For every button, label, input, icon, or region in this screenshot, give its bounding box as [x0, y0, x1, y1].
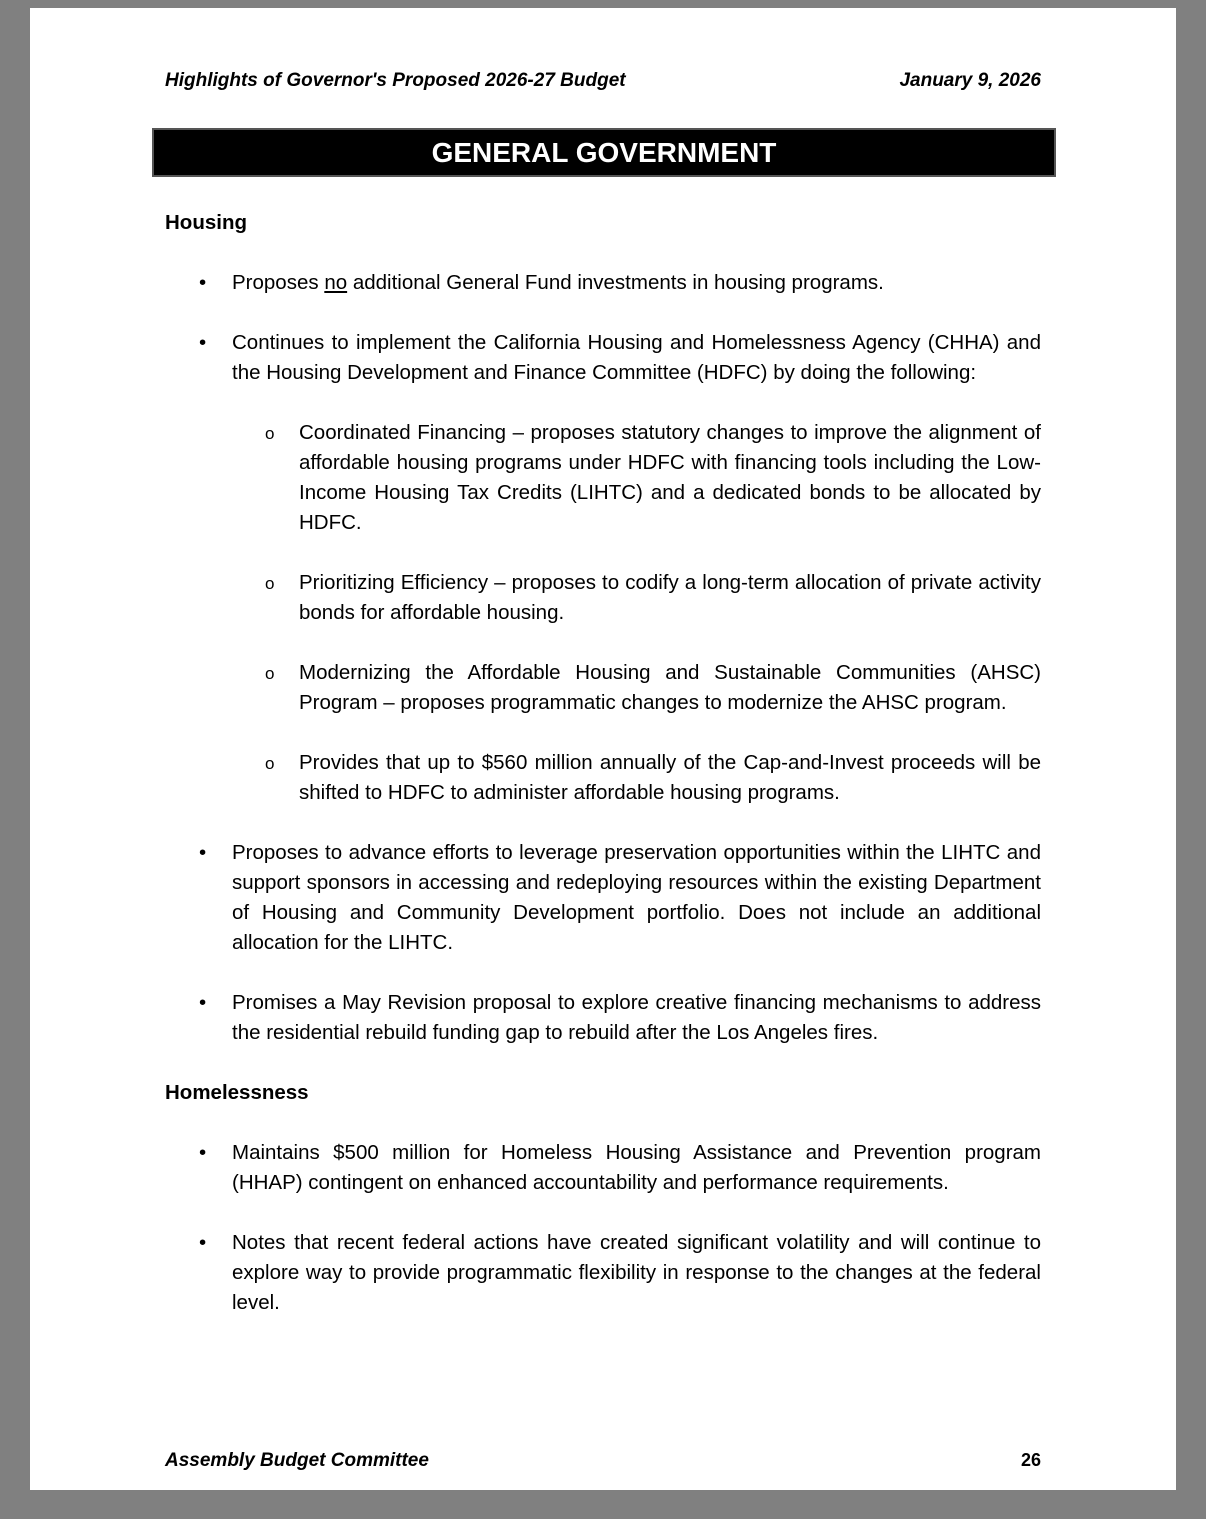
bullet-icon: •: [199, 991, 207, 1014]
bullet-icon: •: [199, 271, 207, 294]
sub-list-item: o Prioritizing Efficiency – proposes to codify a long-term allocation of private activity bonds for affordable housing.: [265, 571, 1041, 624]
list-item: • Continues to implement the California Housing and Homelessness Agency (CHHA) and the Housing Development and Finance Committee (HDFC) by doing the following: o Coordinated Financing – proposes statutory changes to improve the alignment of affordable housing programs under HDFC with financing tools including the Low-Income Housing Tax Credits (LIHTC) and a dedicated bonds to be allocated by HDFC. o Prioritizing Efficiency – proposes to codify a long-term allocation of private activity bonds for affordable housing. o Modernizing the Affordable Housing and Sustainable Communities (AHSC) Program – proposes programmatic changes to modernize the AHSC program. o Provides that up to $560 million annually of the Cap-and-Invest proceeds will be shifted to HDFC to administer affordable housing programs.: [165, 328, 1041, 808]
bullet-icon: •: [199, 331, 207, 354]
list-item: • Maintains $500 million for Homeless Housing Assistance and Prevention program (HHAP) contingent on enhanced accountability and performance requirements.: [165, 1138, 1041, 1198]
hollow-bullet-icon: o: [265, 574, 275, 593]
sub-bullet-list: [232, 418, 1041, 808]
hollow-bullet-icon: o: [265, 664, 275, 683]
homelessness-bullet-list: [165, 1138, 1041, 1318]
sub-list-item: o Modernizing the Affordable Housing and Sustainable Communities (AHSC) Program – proposes programmatic changes to modernize the AHSC program.: [265, 661, 1041, 714]
page-header: [165, 70, 1041, 92]
page-number: 26: [1020, 1450, 1041, 1470]
document-date: January 9, 2026: [899, 70, 1041, 91]
document-page: [30, 8, 1176, 1490]
bullet-icon: •: [199, 1231, 207, 1254]
document-title: Highlights of Governor's Proposed 2026-27 Budget: [165, 70, 626, 91]
section-heading-homelessness: Homelessness: [165, 1081, 309, 1104]
underlined-emphasis: no: [324, 271, 348, 294]
hollow-bullet-icon: o: [265, 424, 275, 443]
list-item: • Proposes to advance efforts to leverage preservation opportunities within the LIHTC and support sponsors in accessing and redeploying resources within the existing Department of Housing and Community Development portfolio. Does not include an additional allocation for the LIHTC.: [165, 838, 1041, 958]
page-footer: [165, 1450, 1041, 1472]
footer-organization: Assembly Budget Committee: [165, 1450, 429, 1471]
section-heading-housing: Housing: [165, 211, 247, 234]
housing-bullet-list: [165, 268, 1041, 1048]
section-banner: GENERAL GOVERNMENT: [152, 128, 1056, 177]
hollow-bullet-icon: o: [265, 754, 275, 773]
bullet-icon: •: [199, 841, 207, 864]
list-item: • Proposes no additional General Fund investments in housing programs.: [165, 268, 1041, 298]
sub-list-item: o Coordinated Financing – proposes statutory changes to improve the alignment of affordable housing programs under HDFC with financing tools including the Low-Income Housing Tax Credits (LIHTC) and a dedicated bonds to be allocated by HDFC.: [265, 421, 1041, 534]
list-item: • Notes that recent federal actions have created significant volatility and will continue to explore way to provide programmatic flexibility in response to the changes at the federal level.: [165, 1228, 1041, 1318]
list-item: • Promises a May Revision proposal to explore creative financing mechanisms to address the residential rebuild funding gap to rebuild after the Los Angeles fires.: [165, 988, 1041, 1048]
sub-list-item: o Provides that up to $560 million annually of the Cap-and-Invest proceeds will be shifted to HDFC to administer affordable housing programs.: [265, 751, 1041, 804]
page-content: [165, 208, 1041, 1348]
bullet-icon: •: [199, 1141, 207, 1164]
